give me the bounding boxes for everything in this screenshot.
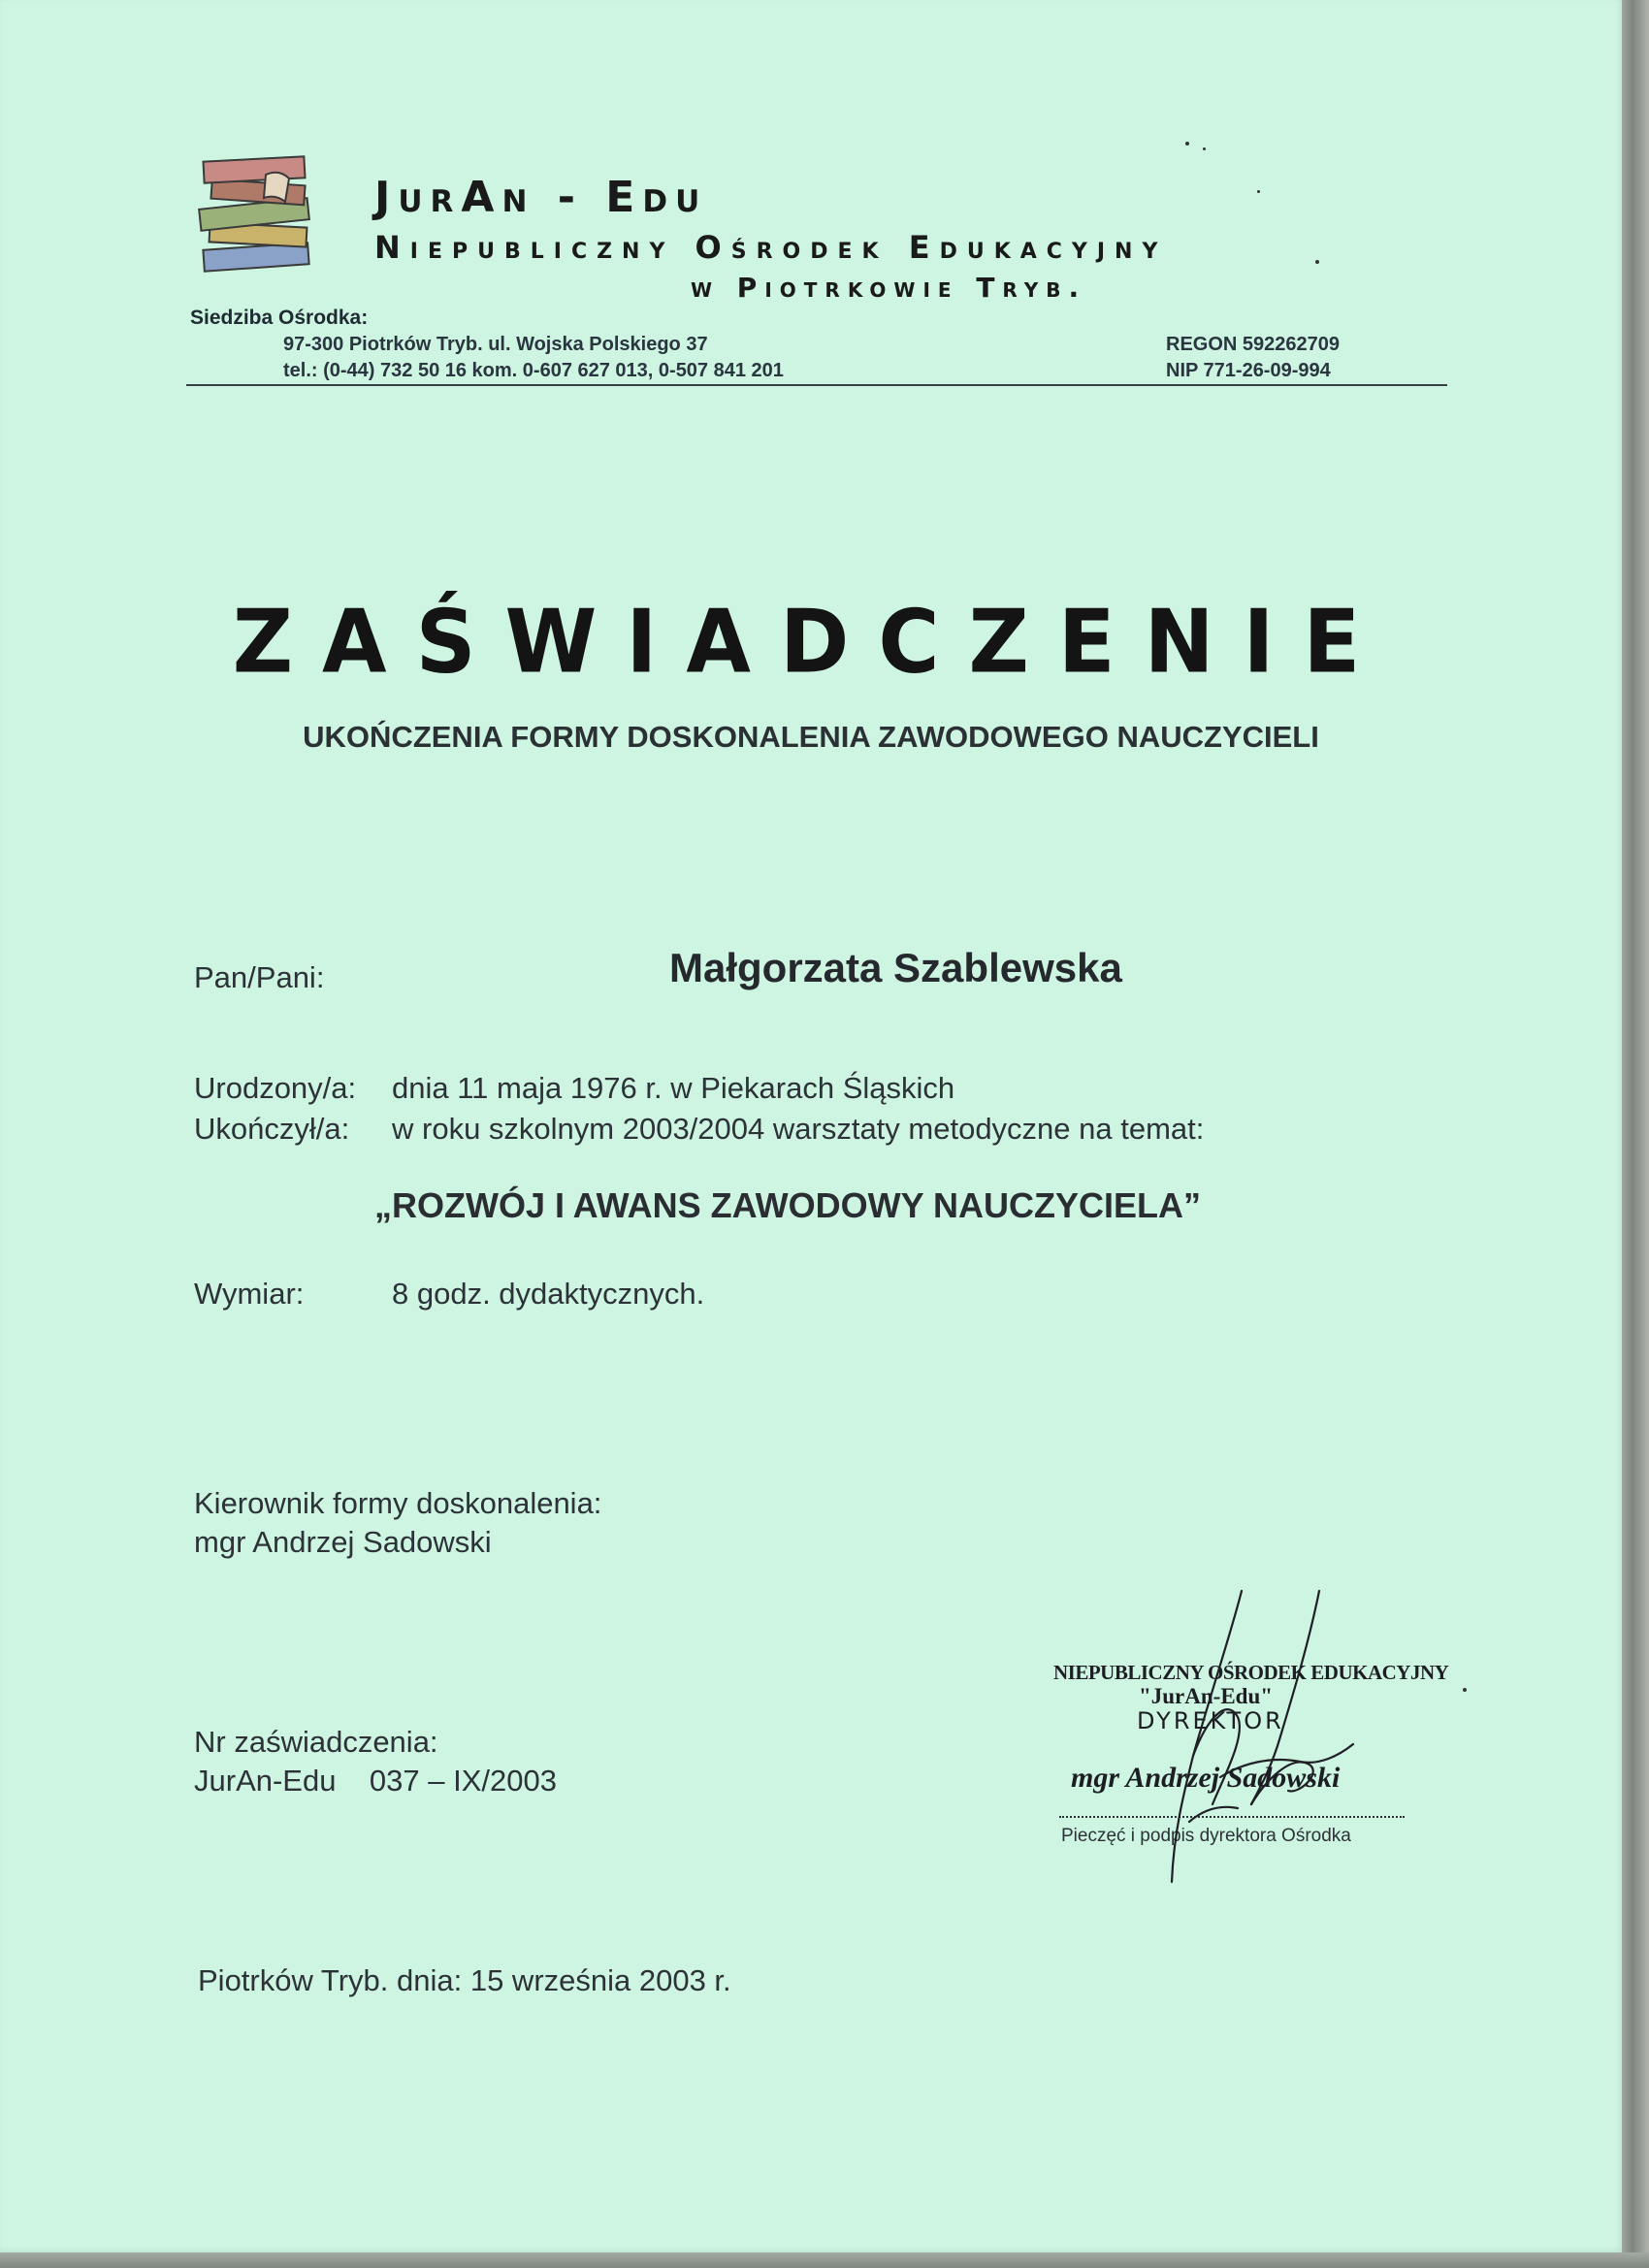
born-label: Urodzony/a:: [194, 1071, 357, 1105]
scan-speck: [1185, 142, 1189, 146]
name-label: Pan/Pani:: [194, 960, 325, 994]
stamp-director-name: mgr Andrzej Sadowski: [1071, 1762, 1341, 1794]
scan-speck: [1257, 190, 1260, 193]
stamp-role: DYREKTOR: [1137, 1707, 1284, 1734]
completed-label: Ukończył/a:: [194, 1112, 350, 1146]
leader-label: Kierownik formy doskonalenia:: [194, 1486, 602, 1520]
address-line: 97-300 Piotrków Tryb. ul. Wojska Polskiego 37: [283, 334, 708, 355]
scan-edge-bottom: [0, 2252, 1649, 2268]
scan-speck: [1315, 260, 1319, 264]
stamp-organization: NIEPUBLICZNY OŚRODEK EDUKACYJNY: [1053, 1661, 1449, 1684]
course-topic: „ROZWÓJ I AWANS ZAWODOWY NAUCZYCIELA”: [374, 1185, 1201, 1225]
scan-speck: [1203, 147, 1206, 150]
born-value: dnia 11 maja 1976 r. w Piekarach Śląskich: [392, 1071, 955, 1105]
certificate-title: ZAŚWIADCZENIE: [232, 591, 1390, 694]
place-and-date: Piotrków Tryb. dnia: 15 września 2003 r.: [198, 1963, 731, 1997]
handwritten-signature: [1048, 1571, 1397, 1892]
regon-number: REGON 592262709: [1166, 334, 1341, 355]
header-divider: [186, 384, 1447, 386]
signature-caption: Pieczęć i podpis dyrektora Ośrodka: [1061, 1826, 1351, 1846]
completed-value: w roku szkolnym 2003/2004 warsztaty metodyczne na temat:: [392, 1112, 1205, 1146]
phone-line: tel.: (0-44) 732 50 16 kom. 0-607 627 013, 0-507 841 201: [283, 360, 784, 381]
seat-label: Siedziba Ośrodka:: [190, 307, 369, 329]
book-stack-icon: [190, 146, 326, 281]
certificate-subtitle: UKOŃCZENIA FORMY DOSKONALENIA ZAWODOWEGO NAUCZYCIELI: [303, 720, 1319, 754]
certificate-number-value: JurAn-Edu 037 – IX/2003: [194, 1764, 557, 1798]
organization-subtitle: Niepubliczny Ośrodek Edukacyjny: [374, 229, 1168, 266]
scope-label: Wymiar:: [194, 1277, 305, 1311]
certificate-number-label: Nr zaświadczenia:: [194, 1725, 438, 1759]
nip-number: NIP 771-26-09-994: [1166, 360, 1331, 381]
scope-value: 8 godz. dydaktycznych.: [392, 1277, 705, 1311]
scan-edge-right: [1622, 0, 1649, 2268]
organization-name: JurAn - Edu: [374, 173, 708, 222]
scan-speck: [1463, 1688, 1467, 1692]
leader-value: mgr Andrzej Sadowski: [194, 1525, 492, 1559]
stamp-brand: "JurAn-Edu": [1139, 1684, 1274, 1708]
organization-city: w Piotrkowie Tryb.: [691, 272, 1087, 304]
recipient-name: Małgorzata Szablewska: [669, 945, 1122, 990]
